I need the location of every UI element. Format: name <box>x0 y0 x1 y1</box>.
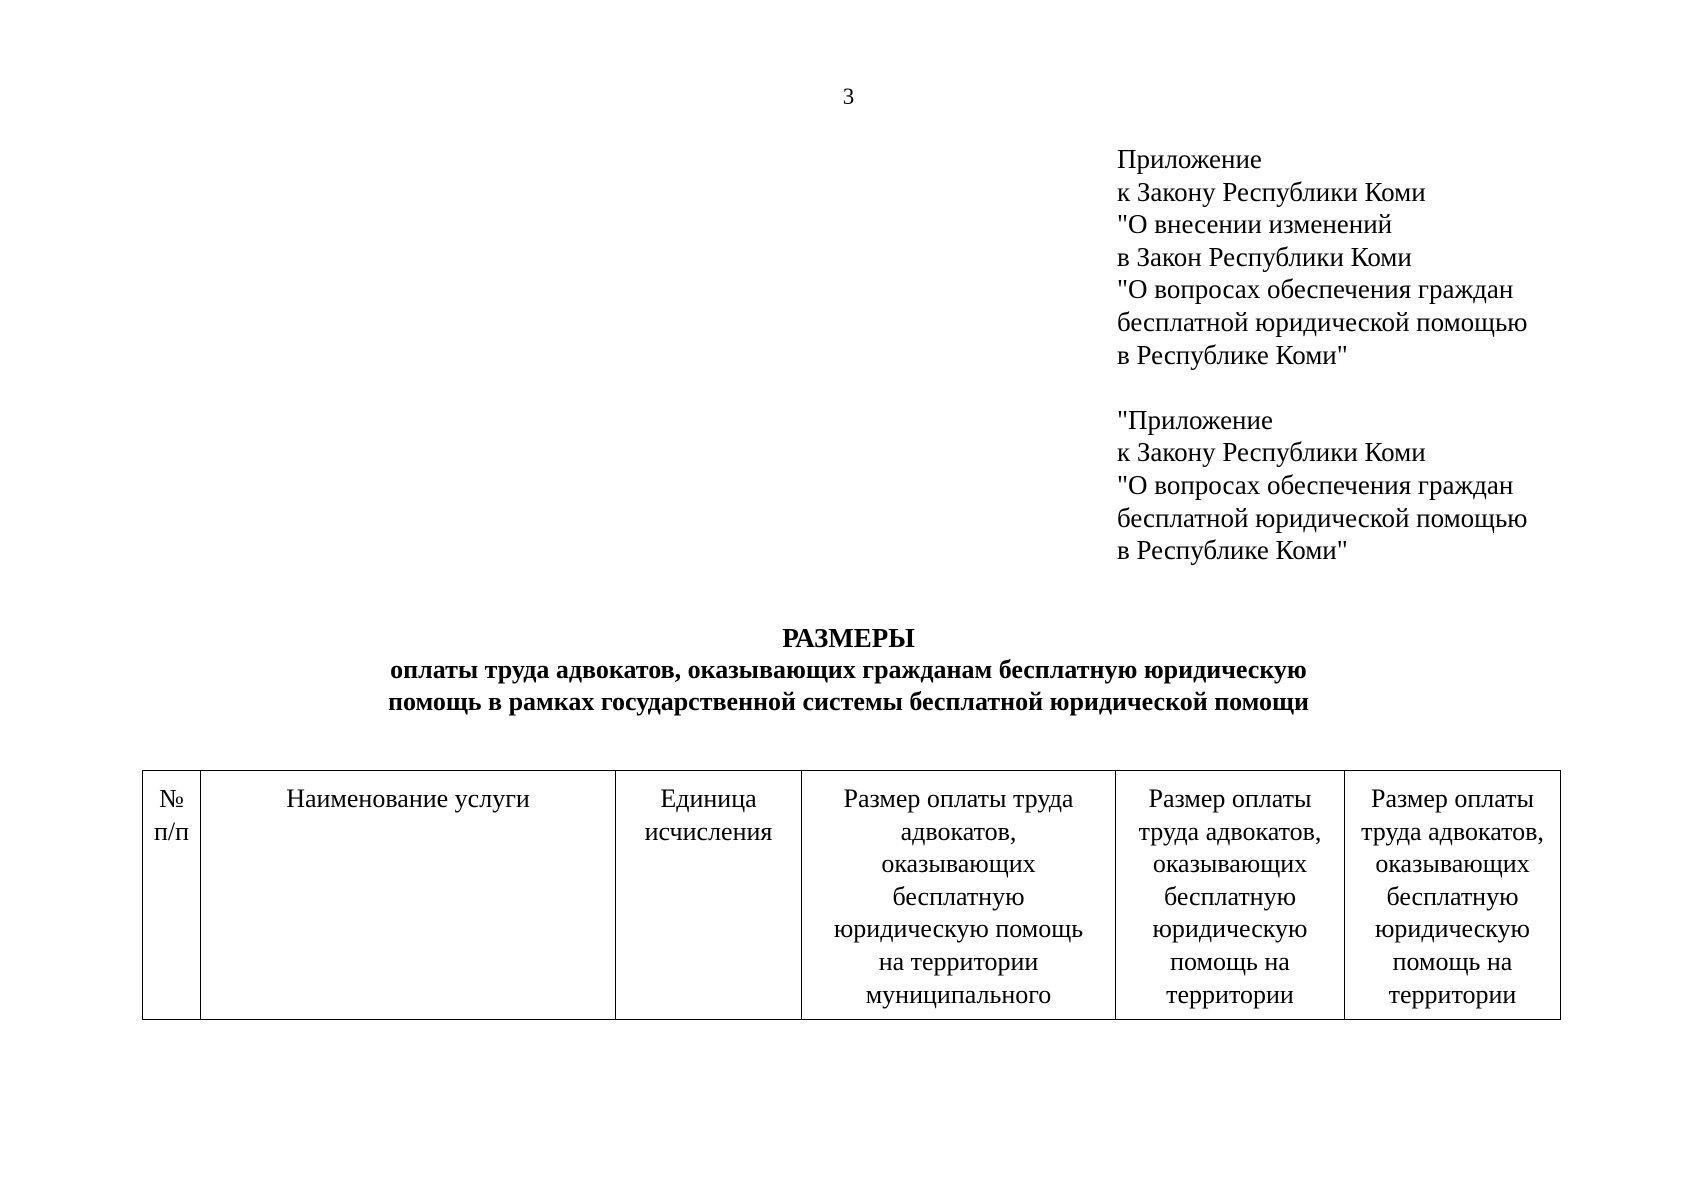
appendix-spacer <box>1117 371 1637 404</box>
header-text: исчисления <box>644 816 773 846</box>
header-text: оказывающих <box>1152 849 1308 879</box>
appendix-block <box>1117 143 1637 567</box>
header-text: труда адвокатов, <box>1361 816 1544 846</box>
header-fee-territory-1 <box>1116 771 1345 1020</box>
header-text: адвокатов, <box>900 816 1017 846</box>
header-text: юридическую помощь <box>833 914 1084 944</box>
header-text: Размер оплаты <box>1371 784 1534 813</box>
header-fee-municipal <box>802 771 1116 1020</box>
header-text: Размер оплаты <box>1148 784 1312 813</box>
header-text: муниципального <box>865 979 1052 1009</box>
header-text: юридическую <box>1375 914 1530 944</box>
header-text: труда адвокатов, <box>1138 816 1322 846</box>
appendix-line: к Закону Республики Коми <box>1117 437 1426 468</box>
appendix-line: в Республике Коми" <box>1117 535 1348 566</box>
header-text: бесплатную <box>892 881 1025 911</box>
page-number: 3 <box>842 84 855 109</box>
heading-subtitle-line: оплаты труда адвокатов, оказывающих гражданам бесплатную юридическую <box>390 655 1307 684</box>
header-number <box>143 771 201 1020</box>
header-text: оказывающих <box>881 849 1036 879</box>
header-unit <box>616 771 802 1020</box>
table-header-row <box>143 771 1561 1020</box>
header-fee-territory-2 <box>1345 771 1561 1020</box>
header-text: территории <box>1166 979 1294 1009</box>
header-text: Размер оплаты труда <box>843 784 1074 813</box>
appendix-line: "Приложение <box>1117 404 1273 435</box>
header-text: бесплатную <box>1386 881 1519 911</box>
document-heading <box>0 622 1697 718</box>
heading-title: РАЗМЕРЫ <box>782 623 915 653</box>
heading-subtitle-line: помощь в рамках государственной системы бесплатной юридической помощи <box>388 687 1309 716</box>
appendix-line: "О внесении изменений <box>1117 209 1393 240</box>
appendix-line: бесплатной юридической помощью <box>1117 502 1528 533</box>
header-text: оказывающих <box>1375 849 1530 879</box>
appendix-line: бесплатной юридической помощью <box>1117 306 1528 337</box>
header-text: юридическую <box>1152 914 1308 944</box>
appendix-line: в Республике Коми" <box>1117 339 1348 370</box>
fees-table <box>142 770 1561 1020</box>
header-text: бесплатную <box>1163 881 1297 911</box>
header-text: Единица <box>660 784 757 813</box>
header-text: территории <box>1388 979 1517 1009</box>
header-text: п/п <box>153 816 190 846</box>
header-text: помощь на <box>1392 946 1513 976</box>
header-text: Наименование услуги <box>286 784 530 813</box>
appendix-line: в Закон Республики Коми <box>1117 241 1412 272</box>
header-text: на территории <box>878 946 1039 976</box>
header-service-name <box>201 771 616 1020</box>
appendix-line: "О вопросах обеспечения граждан <box>1117 469 1514 500</box>
appendix-line: "О вопросах обеспечения граждан <box>1117 274 1514 305</box>
header-text: помощь на <box>1170 946 1290 976</box>
appendix-line: Приложение <box>1117 144 1262 174</box>
appendix-line: к Закону Республики Коми <box>1117 176 1426 207</box>
header-text: № <box>159 784 184 813</box>
